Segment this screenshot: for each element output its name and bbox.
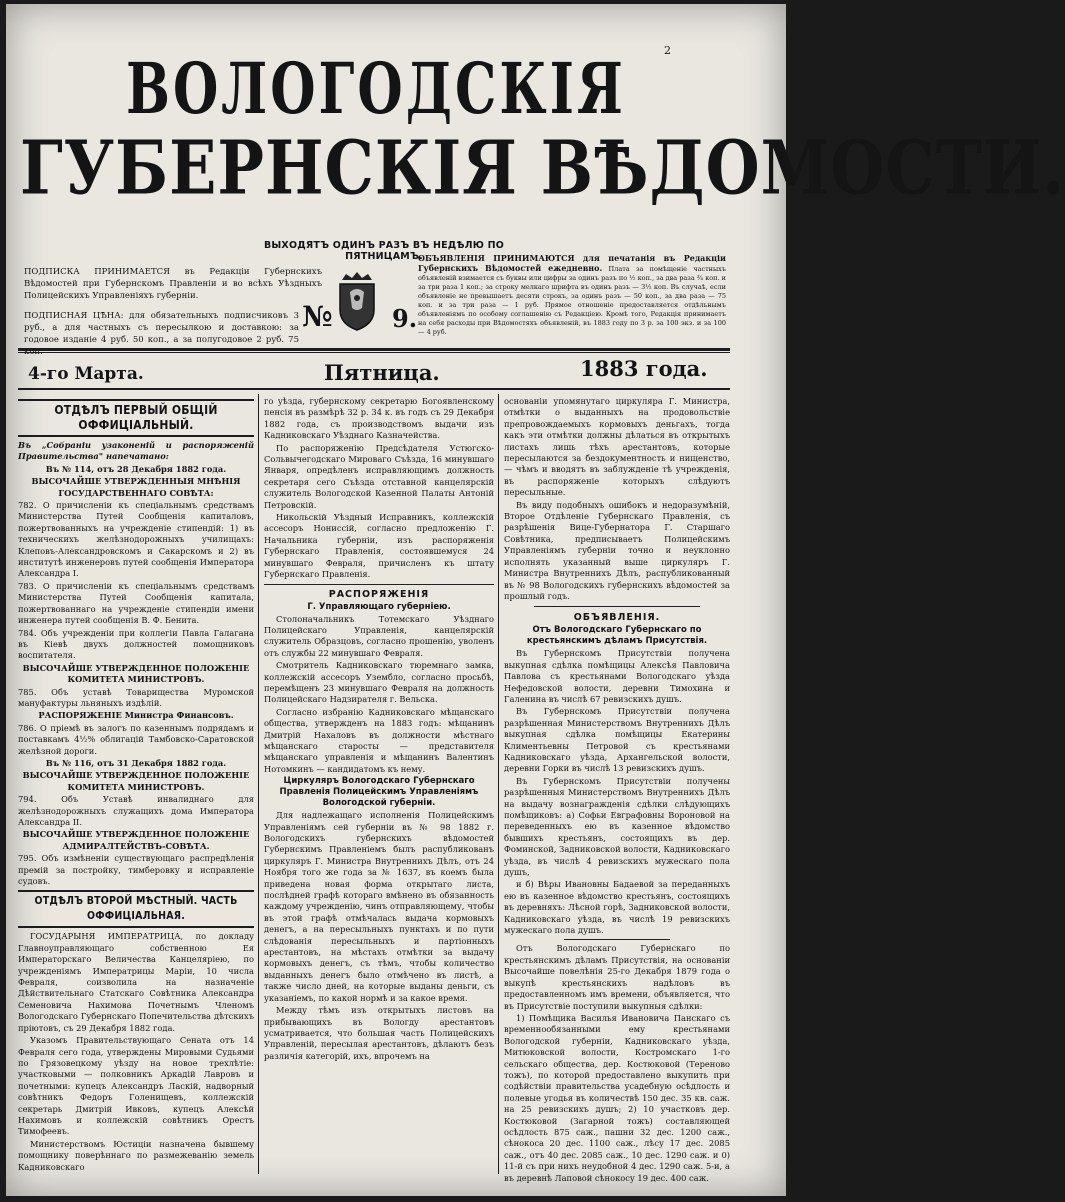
paragraph-transfer: Никольскій Уѣздный Исправникъ, коллежскій ассесоръ Нониссій, согласно предложенію Г. Начальника губерніи, изъ распоряженія Губернскаго Правленія, состоявшемуся 24 минувшаго Февраля, причисленъ къ штату Губернскаго Правленія. [264, 512, 494, 580]
heading-circular: Циркуляръ Вологодскаго Губернскаго Правленія Полицейскимъ Управленіямъ Вологодской губерніи. [279, 776, 479, 809]
announcement-3: Въ Губернскомъ Присутствіи получены разрѣшенныя Министерствомъ Внутреннихъ Дѣлъ на выдачу вознагражденія сдѣлки слѣдующихъ помѣщиковъ: а) Софьи Евграфовны Вороновой на переведенныхъ ею въ казенное вѣдомство бывшихъ крестьянъ, состоящихъ въ дер. Фоминской, Задниковской волости, Кадниковскаго уѣзда, въ числѣ 4 ревизскихъ мужескаго пола душъ, [504, 775, 730, 878]
issue-number-sign: № [302, 300, 333, 333]
section-heading-second: ОТДѢЛЪ ВТОРОЙ МѢСТНЫЙ. ЧАСТЬ ОФФИЦІАЛЬНАЯ. [18, 890, 254, 928]
newspaper-page [6, 4, 1065, 1196]
page-number: 2 [664, 44, 671, 57]
item-786: 786. О пріемѣ въ залогъ по казеннымъ подрядамъ и поставкамъ 4½% облигацій Тамбовско-Саратовской желѣзной дороги. [18, 722, 254, 756]
announcement-6: 1) Помѣщика Василья Ивановича Панскаго съ временнообязанными ему крестьянами Вологодской губерніи, Кадниковскаго уѣзда, Митюковской волости, Костромскаго 1-го сельскаго общества, дер. Костюковой (Тереново тожъ), по которой предоставлено выкупить при содѣйствіи правительства усадебную осѣдлость и полевые угодья въ количествѣ 150 дес. 35 кв. саж. на 25 ревизскихъ душъ; 2) 10 участковъ дер. Костюковой (Загарной тожъ) составляющей осѣдлость 875 саж., пашни 32 дес. 1200 саж., сѣнокоса 20 дес. 1100 саж., лѣсу 17 дес. 2085 саж., отъ 40 дес. 2085 саж., 10 дес. 1290 саж. и 0) 11-й съ при нихъ неудобной 4 дес. 1290 саж. 5-и, а въ деревнѣ Лаповой сѣнокосу 19 дес. 400 саж. [504, 1012, 730, 1183]
paragraph-senate: Указомъ Правительствующаго Сената отъ 14 Февраля сего года, утверждены Мировыми Судьями по Грязовецкому уѣзду на новое трехлѣтіе: участковыми — полковникъ Аркадій Лавровъ и почетными: купецъ Александръ Ласкій, надворный совѣтникъ Федоръ Голенищевъ, коллежскій секретарь Дмитрій Ивковъ, купецъ Алексѣй Нахимовъ и коллежскій совѣтникъ Орестъ Тимофеевъ. [18, 1035, 254, 1137]
masthead-rule [18, 348, 730, 351]
order-1: Столоначальникъ Тотемскаго Уѣзднаго Полицейскаго Управленія, канцелярскій служитель Образцовъ, согласно прошенію, уволенъ отъ службы 22 минувшаго Февраля. [264, 613, 494, 658]
heading-orders-sub: Г. Управляющаго губерніею. [307, 601, 451, 612]
subscription-price: ПОДПИСНАЯ ЦѢНА: для обязательныхъ подписчиковъ 3 руб., а для частныхъ съ пересылкою и доставкою: за годовое изданіе 4 руб. 50 коп., а за полугодовое 2 руб. 75 [24, 311, 299, 345]
heading-finance: РАСПОРЯЖЕНІЕ Министра Финансовъ. [38, 710, 234, 721]
circular-paragraph-3: Въ виду подобныхъ ошибокъ и недоразумѣній, Второе Отдѣленіе Губернскаго Правленія, съ разрѣшенія Вице-Губернатора Г. Старшаго Совѣтника, предписываетъ Полицейскимъ Управленіямъ губерніи точно и неуклонно исполнять указанный выше циркуляръ Г. Министра Внутреннихъ Дѣлъ, распубликованный въ № 98 Вологодскихъ губернскихъ вѣдомостей за прошлый годъ. [504, 499, 730, 601]
section-heading-first: ОТДѢЛЪ ПЕРВЫЙ ОБЩІЙ ОФФИЦІАЛЬНЫЙ. [18, 399, 254, 437]
issue-date: 4-го Марта. [28, 364, 144, 384]
item-785: 785. Объ уставѣ Товарищества Муромской мануфактуры льняныхъ издѣлій. [18, 686, 254, 708]
advertisement-lead: ОБЪЯВЛЕНІЯ ПРИНИМАЮТСЯ для печатанія въ Редакціи Губернскихъ Вѣдомостей ежедневно. [418, 253, 726, 273]
heading-committee: ВЫСОЧАЙШЕ УТВЕРЖДЕННОЕ ПОЛОЖЕНІЕ КОМИТЕТА МИНИСТРОВЪ. [22, 662, 250, 685]
item-795: 795. Объ измѣненіи существующаго распредѣленія премій за постройку, тимберовку и исправленіе судовъ. [18, 853, 254, 887]
issue-ref-116: Въ № 116, отъ 31 Декабря 1882 года. [45, 757, 227, 768]
issue-year: 1883 года. [580, 356, 708, 381]
masthead-subtitle: ВЫХОДЯТЪ ОДИНЪ РАЗЪ ВЪ НЕДѢЛЮ ПО ПЯТНИЦАМЪ. [263, 240, 505, 262]
circular-paragraph-2: Между тѣмъ изъ открытыхъ листовъ на прибывающихъ въ Вологду арестантовъ усматривается, что большая часть Полицейскихъ Управленій, пересылая арестантовъ, дѣлаютъ безъ различія категорій, ихъ, впрочемъ на [264, 1005, 494, 1061]
masthead-rule-thin [18, 352, 730, 353]
announcement-5: Отъ Вологодскаго Губернскаго по крестьянскимъ дѣламъ Присутствія, на основаніи Высочайше повелѣнія 25-го Декабря 1879 года о выкупѣ крестьянскихъ надѣловъ въ предоставленномъ имъ времени, объявляется, что въ Присутствіе поступили выкупныя сдѣлки: [504, 943, 730, 1011]
column-3 [504, 396, 730, 1186]
announcement-2: Въ Губернскомъ Присутствіи получена разрѣшенная Министерствомъ Внутреннихъ Дѣлъ выкупная сдѣлка помѣщицы Екатерины Климентьевны Петровой съ крестьянами Кадниковскаго уѣзда, Архангельской волости, деревни Горки въ числѣ 13 ревизскихъ душъ. [504, 706, 730, 774]
paragraph-justice: Министерствомъ Юстиціи назначена бывшему помощнику поверѣннаго по размежеванію земель Кадниковскаго [18, 1138, 254, 1172]
paragraph-pension: го уѣзда, губернскому секретарю Богоявленскому пенсія въ размѣрѣ 32 р. 34 к. въ годъ съ 29 Декабря 1882 года, съ производствомъ выдачи изъ Кадниковскаго Уѣзднаго Казначейства. [264, 396, 494, 441]
circular-continued: основаніи упомянутаго циркуляра Г. Министра, отмѣтки о выданныхъ на продовольствіе препровождаемыхъ кормовыхъ деньгахъ, тогда какъ эти отмѣтки должны дѣлаться въ открытыхъ листахъ лишь тѣхъ арестантовъ, которые пересылаются за бездокументность и нищенство, — чѣмъ и вводятъ въ заблужденіе тѣ учрежденія, въ распоряженіе которыхъ слѣдуютъ пересыльные. [504, 396, 730, 498]
heading-admiralty: ВЫСОЧАЙШЕ УТВЕРЖДЕННОЕ ПОЛОЖЕНІЕ АДМИРАЛТЕЙСТВЪ-СОВѢТА. [22, 829, 250, 851]
masthead-title-line2: ГУБЕРНСКІЯ ВѢДОМОСТИ. [20, 124, 1065, 212]
collection-intro: Въ „Собраніи узаконеній и распоряженій Правительства" напечатано: [18, 440, 254, 462]
circular-paragraph-1: Для надлежащаго исполненія Полицейскимъ Управленіямъ сей губерніи въ № 98 1882 г. Вологодскихъ губернскихъ вѣдомостей Губернскимъ Правленіемъ былъ распубликованъ циркуляръ Г. Министра Внутреннихъ Дѣлъ, отъ 24 Ноября того же года за № 1637, въ коемъ была приведена новая форма открытаго листа, послѣдней графѣ котораго вмѣнено въ обязанность каждому учрежденію, чинъ отправляющему, чтобы въ этой графѣ отмѣчалась выдача кормовыхъ денегъ, а на пересыльныхъ пунктахъ и по пути слѣдованія пересыльныхъ и партіонныхъ арестантовъ, на мѣстахъ отмѣтки за выдачу кормовыхъ денегъ, съ тѣмъ, чтобы количество выданныхъ денегъ было отмѣчено въ листѣ, а также число дней, на которые выданы деньги, съ указаніемъ, по какой нормѣ и за какое время. [264, 810, 494, 1003]
coat-of-arms-icon [332, 270, 382, 334]
masthead-title-line1: ВОЛОГОДСКІЯ [126, 48, 626, 131]
subscription-info: ПОДПИСКА ПРИНИМАЕТСЯ въ Редакціи Губернскихъ Вѣдомостей при Губернскомъ Правленіи и во всѣхъ Уѣздныхъ Полицейскихъ Управленіяхъ губерніи. [24, 267, 322, 301]
advertisement-text: Плата за помѣщеніе частныхъ объявленій взимается съ буквы или цифры за одинъ разъ по ½ коп., за два раза ¾ коп. и за три раза 1 коп.; за строку мелкаго шрифта въ одинъ разъ — 3½ коп. Въ случаѣ, если объявленіе не превышаетъ десяти строкъ, за одинъ разъ — 50 коп., за два раза — 75 коп. и за три раза — 1 руб. Прямое отношеніе предоставляется отдѣльнымъ объявленіямъ по особому соглашенію съ Редакціею. Кромѣ того, Редакція принимаетъ на себя расходы при Вѣдомостяхъ объявленій, въ 1883 году по 3 р. за 100 экз. и за 100 — 4 руб. [418, 265, 726, 336]
order-2: Смотритель Кадниковскаго тюремнаго замка, коллежскій ассесоръ Узембло, согласно просьбѣ, перемѣщенъ 23 минувшаго Февраля на должность Полицейскаго Надзирателя г. Вельска. [264, 660, 494, 705]
heading-announcements: ОБЪЯВЛЕНІЯ. [573, 612, 661, 624]
paragraph-empress: ГОСУДАРЫНЯ ИМПЕРАТРИЦА, по докладу Главноуправляющаго собственною Ея Императорскаго Величества Канцеляріею, по учрежденіямъ Императрицы Маріи, 10 числа Февраля, соизволила на назначеніе Дѣйствительнаго Статскаго Совѣтника Александра Семеновича Нахимова Почетнымъ Членомъ Вологодскаго Губернскаго Попечительства дѣтскихъ пріютовъ, съ 29 Декабря 1882 года. [18, 931, 254, 1033]
heading-orders: РАСПОРЯЖЕНІЯ [328, 588, 430, 600]
heading-announcements-sub: Отъ Вологодскаго Губернскаго по крестьянскимъ дѣламъ Присутствія. [526, 625, 708, 647]
issue-ref-114: Въ № 114, отъ 28 Декабря 1882 года. [45, 463, 227, 474]
item-794: 794. Объ Уставѣ инвалиднаго для желѣзнодорожныхъ служащихъ дома Императора Александра II. [18, 794, 254, 827]
issue-number: 9. [392, 304, 418, 333]
advertisement-info [418, 254, 726, 337]
column-divider-1 [258, 394, 259, 1174]
paragraph-appointment: По распоряженію Предсѣдателя Устюгско-Сольвычегодскаго Мироваго Съѣзда, 16 минувшаго Января, опредѣленъ исправляющимъ должность секретаря сего Съѣзда отставной канцелярскій служитель Вологодской Казенной Палаты Антоній Петровскій. [264, 442, 494, 510]
column-1 [18, 396, 254, 1186]
column-2 [264, 396, 494, 1186]
column-divider-2 [498, 394, 499, 1174]
heading-state-council: ВЫСОЧАЙШЕ УТВЕРЖДЕННЫЯ МНѢНІЯ ГОСУДАРСТВЕННАГО СОВѢТА: [31, 476, 241, 498]
order-3: Согласно избранію Кадниковскаго мѣщанскаго общества, утвержденъ на 1883 годъ: мѣщанинъ Дмитрій Нахаловъ въ должности мѣстнаго мѣщанскаго старосты — представителя мѣщанскаго управленія и мѣщанинъ Валентинъ Нотомкинъ — кандидатомъ къ нему. [264, 706, 494, 774]
heading-committee-2: ВЫСОЧАЙШЕ УТВЕРЖДЕННОЕ ПОЛОЖЕНІЕ КОМИТЕТА МИНИСТРОВЪ. [22, 770, 250, 792]
announcement-4: и б) Вѣры Ивановны Бадаевой за переданныхъ ею въ казенное вѣдомство крестьянъ, состоящихъ въ деревняхъ: Лѣсной горѣ, Задниковской волости, Кадниковскаго уѣзда, въ числѣ 19 ревизскихъ мужескаго пола душъ. [504, 879, 730, 936]
issue-weekday: Пятница. [324, 360, 440, 385]
date-rule [18, 388, 730, 390]
announcement-1: Въ Губернскомъ Присутствіи получена выкупная сдѣлка помѣщицы Алексѣя Павловича Павлова съ крестьянами Вологодскаго уѣзда Нефедовской волости, деревни Тимохина и Галенина въ числѣ 67 ревизскихъ душъ. [504, 648, 730, 704]
item-782: 782. О причисленіи къ спеціальнымъ средствамъ Министерства Путей Сообщенія капиталовъ, пожертвованныхъ на учрежденіе стипендій: 1) въ техническихъ желѣзнодорожныхъ училищахъ: Клеповъ-Александровскомъ и Сакарскомъ и 2) въ институтѣ инженеровъ путей сообщенія Императора Александра I. [18, 500, 254, 579]
item-784: 784. Объ учрежденіи при коллегіи Павла Галагана въ Кіевѣ двухъ должностей помощниковъ воспитателя. [18, 627, 254, 661]
item-783: 783. О причисленіи къ спеціальнымъ средствамъ Министерства Путей Сообщенія капитала, пожертвованнаго на учрежденіе стипендіи имени инженера путей сообщенія В. Ф. Бенита. [18, 580, 254, 626]
